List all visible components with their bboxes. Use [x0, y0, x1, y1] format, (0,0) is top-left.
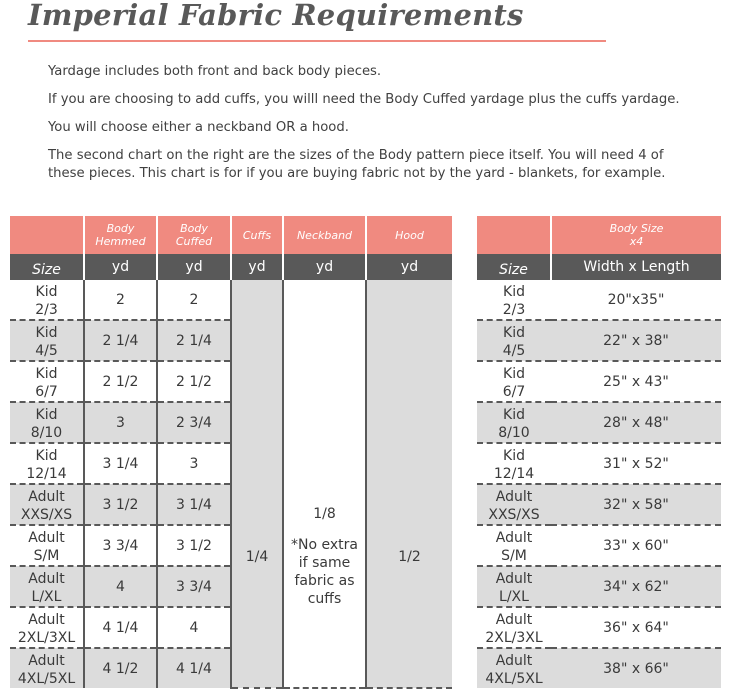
body-hemmed-cell: 2 1/2 [84, 361, 157, 402]
body-hemmed-cell: 2 [84, 280, 157, 320]
body-cuffed-cell: 4 [157, 607, 231, 648]
dimension-cell: 25" x 43" [551, 361, 721, 402]
header-cuffs: Cuffs [231, 216, 283, 254]
cuffs-cell: 1/4 [231, 280, 283, 688]
size-cell: Kid 6/7 [477, 361, 551, 402]
size-cell: Kid 2/3 [477, 280, 551, 320]
size-cell: Kid 12/14 [477, 443, 551, 484]
body-size-table [477, 216, 721, 688]
header-body-hemmed: Body Hemmed [84, 216, 157, 254]
dimension-cell: 31" x 52" [551, 443, 721, 484]
body-hemmed-cell: 3 [84, 402, 157, 443]
size-cell: Kid 4/5 [477, 320, 551, 361]
yardage-table [10, 216, 452, 689]
table-row [477, 443, 721, 484]
size-cell: Kid 2/3 [10, 280, 84, 320]
intro-line: Yardage includes both front and back body pieces. [48, 64, 382, 79]
body-hemmed-cell: 2 1/4 [84, 320, 157, 361]
size-cell: Kid 12/14 [10, 443, 84, 484]
body-hemmed-cell: 3 1/2 [84, 484, 157, 525]
intro-line: If you are choosing to add cuffs, you willl need the Body Cuffed yardage plus the cuffs yardage. [48, 92, 680, 107]
dimension-cell: 33" x 60" [551, 525, 721, 566]
title-underline [28, 40, 606, 42]
table-row [477, 402, 721, 443]
intro-text [48, 63, 688, 193]
subheader-unit: yd [157, 254, 231, 280]
dimension-cell: 20"x35" [551, 280, 721, 320]
intro-line: You will choose either a neckband OR a hood. [48, 120, 349, 135]
header-blank [477, 216, 551, 254]
size-cell: Adult 4XL/5XL [477, 648, 551, 688]
size-cell: Kid 4/5 [10, 320, 84, 361]
header-hood: Hood [366, 216, 452, 254]
table-row [477, 566, 721, 607]
size-cell: Kid 8/10 [10, 402, 84, 443]
body-cuffed-cell: 3 [157, 443, 231, 484]
body-cuffed-cell: 4 1/4 [157, 648, 231, 688]
body-hemmed-cell: 3 1/4 [84, 443, 157, 484]
size-cell: Kid 6/7 [10, 361, 84, 402]
table-row [477, 484, 721, 525]
body-cuffed-cell: 2 [157, 280, 231, 320]
table-row [10, 280, 452, 320]
subheader-unit: yd [366, 254, 452, 280]
subheader-size: Size [10, 254, 84, 280]
dimension-cell: 34" x 62" [551, 566, 721, 607]
intro-line: The second chart on the right are the sizes of the Body pattern piece itself. You will need 4 of these pieces. This chart is for if you are buying fabric not by the yard - blankets, for example. [48, 148, 666, 181]
body-hemmed-cell: 3 3/4 [84, 525, 157, 566]
body-cuffed-cell: 3 3/4 [157, 566, 231, 607]
header-blank [10, 216, 84, 254]
body-cuffed-cell: 3 1/2 [157, 525, 231, 566]
table-row [477, 648, 721, 688]
neckband-value: 1/8 [313, 506, 336, 522]
body-cuffed-cell: 3 1/4 [157, 484, 231, 525]
size-cell: Adult 4XL/5XL [10, 648, 84, 688]
subheader-size: Size [477, 254, 551, 280]
subheader-unit: yd [283, 254, 366, 280]
size-cell: Adult 2XL/3XL [10, 607, 84, 648]
body-cuffed-cell: 2 3/4 [157, 402, 231, 443]
page-title: Imperial Fabric Requirements [28, 0, 524, 32]
table-row [477, 525, 721, 566]
neckband-note: *No extra if same fabric as cuffs [291, 537, 358, 607]
neckband-cell [283, 280, 366, 688]
dimension-cell: 22" x 38" [551, 320, 721, 361]
subheader-unit: yd [231, 254, 283, 280]
body-hemmed-cell: 4 1/2 [84, 648, 157, 688]
subheader-unit: yd [84, 254, 157, 280]
dimension-cell: 32" x 58" [551, 484, 721, 525]
body-hemmed-cell: 4 1/4 [84, 607, 157, 648]
table-row [477, 280, 721, 320]
size-cell: Adult 2XL/3XL [477, 607, 551, 648]
dimension-cell: 36" x 64" [551, 607, 721, 648]
dimension-cell: 28" x 48" [551, 402, 721, 443]
size-cell: Adult XXS/XS [10, 484, 84, 525]
header-neckband: Neckband [283, 216, 366, 254]
size-cell: Adult S/M [477, 525, 551, 566]
body-cuffed-cell: 2 1/2 [157, 361, 231, 402]
size-cell: Kid 8/10 [477, 402, 551, 443]
body-cuffed-cell: 2 1/4 [157, 320, 231, 361]
dimension-cell: 38" x 66" [551, 648, 721, 688]
hood-cell: 1/2 [366, 280, 452, 688]
table-row [477, 361, 721, 402]
subheader-width-length: Width x Length [551, 254, 721, 280]
body-hemmed-cell: 4 [84, 566, 157, 607]
size-cell: Adult XXS/XS [477, 484, 551, 525]
header-body-size: Body Size x4 [551, 216, 721, 254]
table-row [477, 320, 721, 361]
size-cell: Adult L/XL [10, 566, 84, 607]
size-cell: Adult L/XL [477, 566, 551, 607]
table-row [477, 607, 721, 648]
header-body-cuffed: Body Cuffed [157, 216, 231, 254]
size-cell: Adult S/M [10, 525, 84, 566]
